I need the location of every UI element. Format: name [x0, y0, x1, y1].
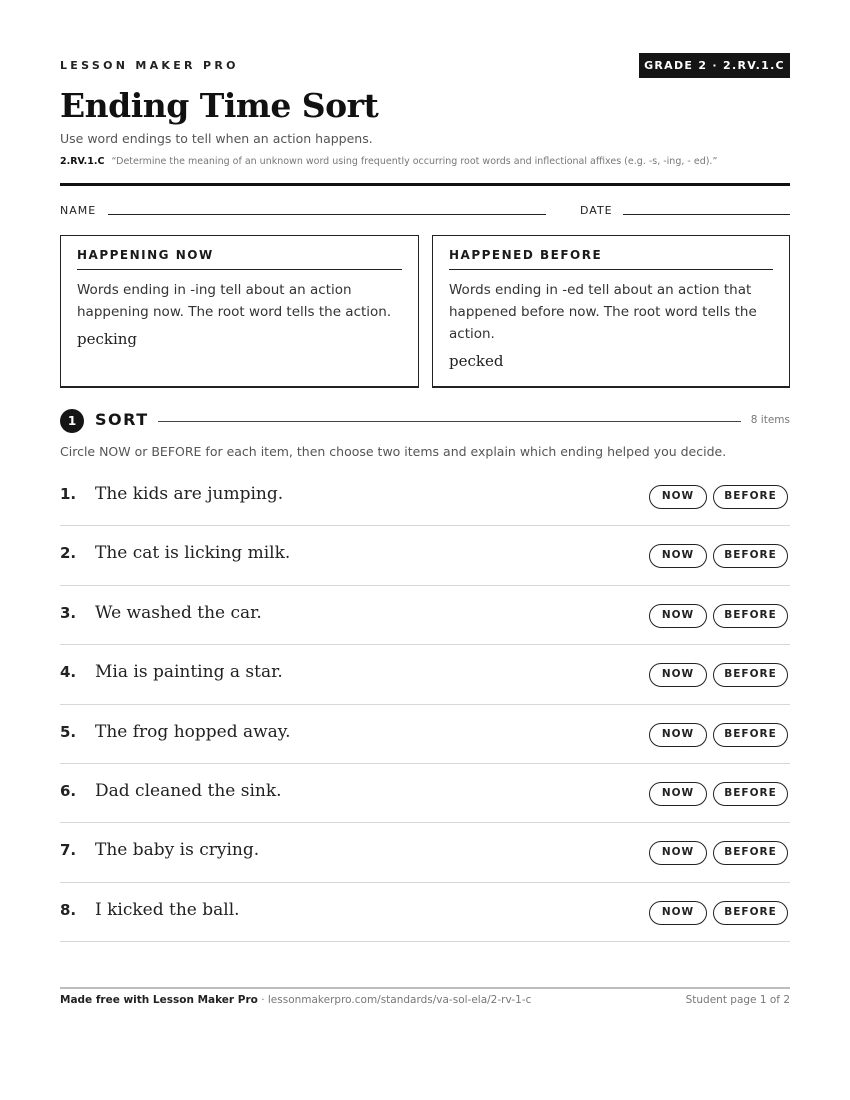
brand-name: LESSON MAKER PRO	[60, 59, 239, 72]
list-item	[60, 764, 790, 823]
standard-text: “Determine the meaning of an unknown word using frequently occurring root words and inflectional affixes (e.g. -s, -ing, - ed).”	[111, 156, 718, 167]
item-sentence: The frog hopped away.	[95, 721, 291, 742]
before-choice[interactable]: BEFORE	[713, 663, 788, 687]
section-instructions: Circle NOW or BEFORE for each item, then choose two items and explain which ending helped you decide.	[60, 444, 727, 459]
now-choice[interactable]: NOW	[649, 485, 707, 509]
standard-line	[60, 156, 790, 167]
footer-divider	[60, 987, 790, 989]
item-sentence: Mia is painting a star.	[95, 662, 283, 683]
item-number: 7.	[60, 841, 77, 860]
item-sentence: I kicked the ball.	[95, 899, 240, 920]
list-item	[60, 823, 790, 882]
happened-before-box	[432, 235, 790, 388]
box-text: Words ending in -ed tell about an action that happened before now. The root word tells the action.	[449, 282, 757, 342]
list-item	[60, 883, 790, 942]
now-choice[interactable]: NOW	[649, 604, 707, 628]
now-choice[interactable]: NOW	[649, 841, 707, 865]
footer-url[interactable]: · lessonmakerpro.com/standards/va-sol-ela/2-rv-1-c	[257, 994, 532, 1006]
now-choice[interactable]: NOW	[649, 901, 707, 925]
section-number-badge: 1	[60, 409, 84, 433]
footer-page-number: Student page 1 of 2	[685, 994, 790, 1006]
section-divider	[158, 421, 741, 422]
name-label: NAME	[60, 204, 97, 217]
before-choice[interactable]: BEFORE	[713, 544, 788, 568]
list-item	[60, 586, 790, 645]
box-example-word: pecked	[449, 352, 504, 370]
now-choice[interactable]: NOW	[649, 544, 707, 568]
item-number: 3.	[60, 603, 77, 622]
name-field[interactable]	[108, 214, 546, 215]
item-number: 1.	[60, 485, 77, 503]
before-choice[interactable]: BEFORE	[713, 604, 788, 628]
now-choice[interactable]: NOW	[649, 723, 707, 747]
item-number: 5.	[60, 722, 77, 741]
happening-now-box	[60, 235, 419, 388]
item-number: 6.	[60, 781, 77, 800]
item-number: 4.	[60, 663, 77, 682]
box-text: Words ending in -ing tell about an action happening now. The root word tells the action.	[77, 282, 392, 320]
list-item	[60, 705, 790, 764]
date-label: DATE	[580, 204, 613, 217]
footer-credit	[60, 994, 531, 1006]
item-sentence: Dad cleaned the sink.	[95, 780, 282, 801]
page-subtitle: Use word endings to tell when an action happens.	[60, 131, 373, 146]
footer-made-with: Made free with Lesson Maker Pro	[60, 994, 258, 1006]
before-choice[interactable]: BEFORE	[713, 782, 788, 806]
now-choice[interactable]: NOW	[649, 663, 707, 687]
sort-items-list	[60, 467, 790, 942]
date-field[interactable]	[623, 214, 790, 215]
standard-code: 2.RV.1.C	[60, 156, 105, 167]
header-divider	[60, 183, 790, 186]
item-sentence: The kids are jumping.	[95, 484, 284, 504]
before-choice[interactable]: BEFORE	[713, 485, 788, 509]
worksheet-page	[60, 0, 790, 1100]
list-item	[60, 645, 790, 704]
section-title: SORT	[95, 410, 149, 429]
box-title: HAPPENED BEFORE	[449, 248, 773, 270]
now-choice[interactable]: NOW	[649, 782, 707, 806]
item-number: 2.	[60, 544, 77, 563]
item-sentence: We washed the car.	[95, 602, 262, 623]
item-count: 8 items	[750, 414, 790, 426]
grade-badge: GRADE 2 · 2.RV.1.C	[639, 53, 790, 78]
box-title: HAPPENING NOW	[77, 248, 402, 270]
box-example-word: pecking	[77, 330, 138, 348]
page-title: Ending Time Sort	[60, 86, 379, 125]
list-item	[60, 467, 790, 526]
item-number: 8.	[60, 900, 77, 919]
before-choice[interactable]: BEFORE	[713, 723, 788, 747]
item-sentence: The baby is crying.	[95, 840, 260, 861]
before-choice[interactable]: BEFORE	[713, 901, 788, 925]
item-sentence: The cat is licking milk.	[95, 543, 291, 564]
list-item	[60, 526, 790, 585]
before-choice[interactable]: BEFORE	[713, 841, 788, 865]
